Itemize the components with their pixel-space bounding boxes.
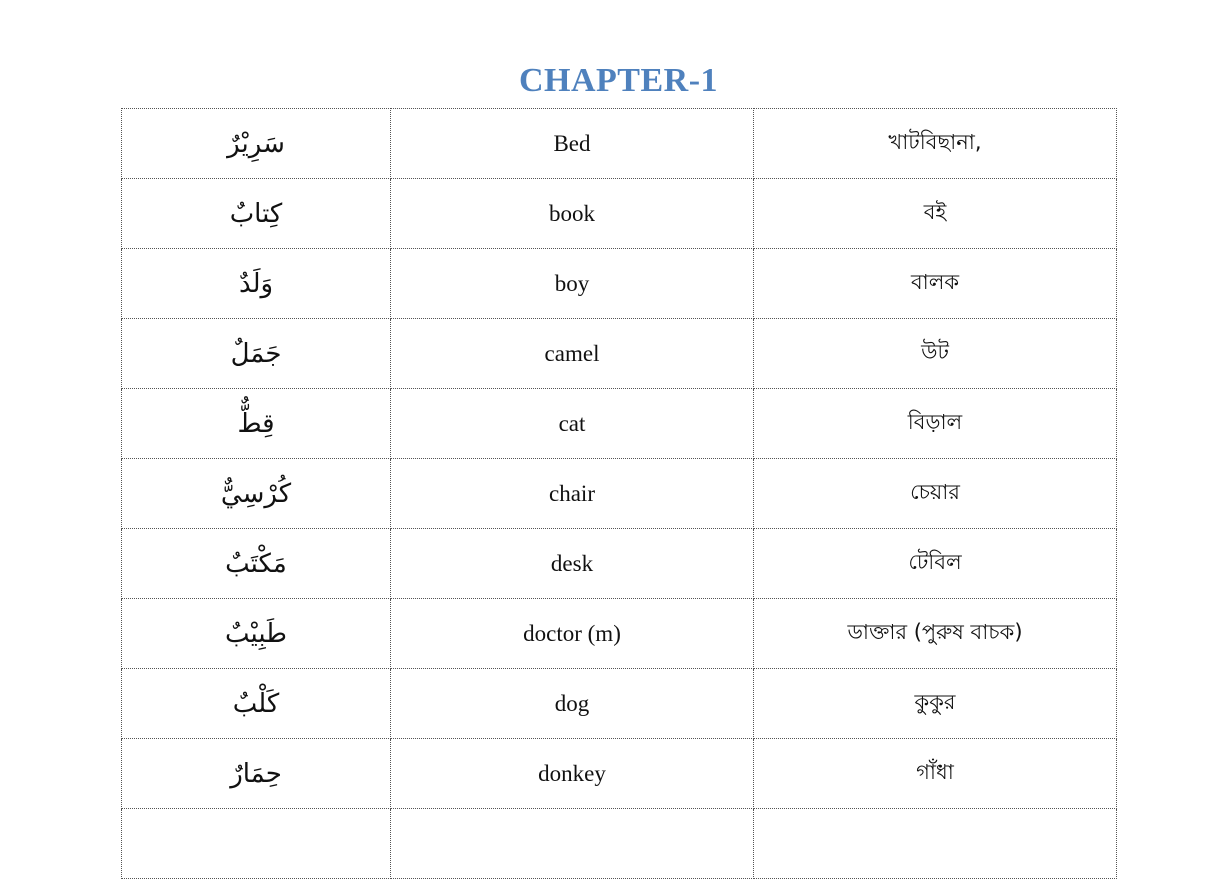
arabic-word-cell: كُرْسِيٌّ — [122, 459, 391, 529]
english-word-cell: chair — [391, 459, 754, 529]
table-row — [122, 389, 1117, 459]
arabic-word-cell — [122, 809, 391, 879]
bengali-word-cell — [754, 809, 1117, 879]
vocabulary-table — [121, 108, 1117, 879]
english-word-cell — [391, 809, 754, 879]
bengali-word-cell: খাটবিছানা, — [754, 109, 1117, 179]
table-row — [122, 529, 1117, 599]
bengali-word-cell: বালক — [754, 249, 1117, 319]
arabic-word-cell: جَمَلٌ — [122, 319, 391, 389]
table-row-partial — [122, 809, 1117, 879]
arabic-word-cell: حِمَارٌ — [122, 739, 391, 809]
table-row — [122, 109, 1117, 179]
table-row — [122, 739, 1117, 809]
english-word-cell: dog — [391, 669, 754, 739]
bengali-word-cell: গাঁধা — [754, 739, 1117, 809]
english-word-cell: camel — [391, 319, 754, 389]
english-word-cell: book — [391, 179, 754, 249]
english-word-cell: doctor (m) — [391, 599, 754, 669]
bengali-word-cell: টেবিল — [754, 529, 1117, 599]
table-row — [122, 179, 1117, 249]
arabic-word-cell: كَلْبٌ — [122, 669, 391, 739]
table-row — [122, 459, 1117, 529]
english-word-cell: boy — [391, 249, 754, 319]
english-word-cell: desk — [391, 529, 754, 599]
table-row — [122, 599, 1117, 669]
english-word-cell: Bed — [391, 109, 754, 179]
bengali-word-cell: বিড়াল — [754, 389, 1117, 459]
bengali-word-cell: উট — [754, 319, 1117, 389]
english-word-cell: cat — [391, 389, 754, 459]
arabic-word-cell: وَلَدٌ — [122, 249, 391, 319]
page-title: CHAPTER-1 — [518, 62, 719, 99]
table-row — [122, 319, 1117, 389]
arabic-word-cell: سَرِيْرٌ — [122, 109, 391, 179]
arabic-word-cell: طَبِيْبٌ — [122, 599, 391, 669]
table-row — [122, 249, 1117, 319]
arabic-word-cell: قِطٌّ — [122, 389, 391, 459]
arabic-word-cell: مَكْتَبٌ — [122, 529, 391, 599]
bengali-word-cell: ডাক্তার (পুরুষ বাচক) — [754, 599, 1117, 669]
arabic-word-cell: كِتابٌ — [122, 179, 391, 249]
english-word-cell: donkey — [391, 739, 754, 809]
table-row — [122, 669, 1117, 739]
bengali-word-cell: বই — [754, 179, 1117, 249]
bengali-word-cell: চেয়ার — [754, 459, 1117, 529]
bengali-word-cell: কুকুর — [754, 669, 1117, 739]
